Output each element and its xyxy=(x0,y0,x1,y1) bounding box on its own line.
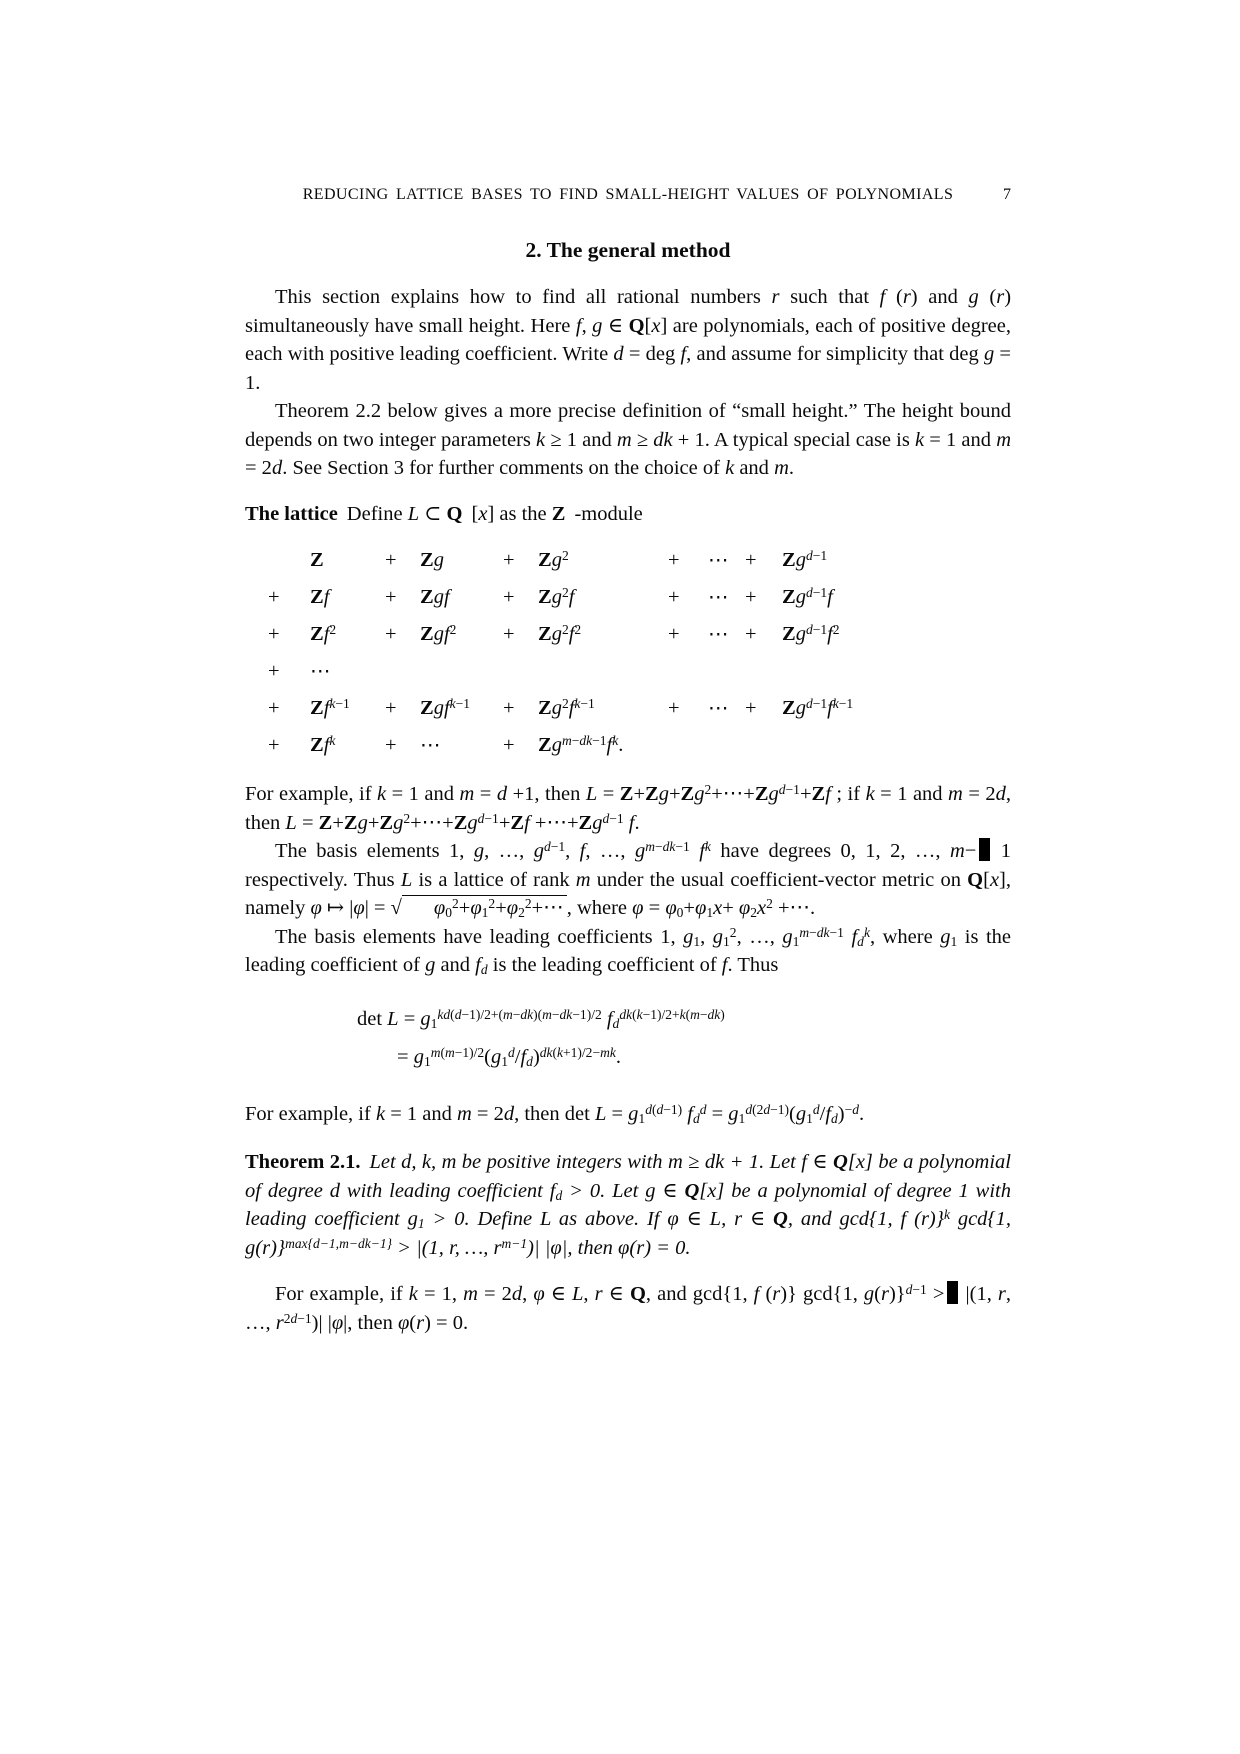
lattice-cell: + xyxy=(268,623,280,645)
overfull-rule xyxy=(979,838,990,861)
text-column xyxy=(245,186,1011,1337)
theorem-label: Theorem 2.1. xyxy=(245,1151,361,1173)
determinant-line-1: $\det L = g_1^{kd(d-1)/2+(m-dk)(m-dk-1)/2}$ $f_d^{dk(k-1)/2+k(m-dk)}$ xyxy=(357,1006,725,1031)
lattice-cell: Zgf xyxy=(420,586,450,608)
lattice-cell: ⋯ xyxy=(708,587,729,609)
lattice-cell: Z xyxy=(310,549,324,571)
lattice-cell: Zgf$^{k-1}$ xyxy=(420,696,471,719)
paragraph-basis-degrees: The basis elements 1, g, …, $g^{d-1}$, f, …, $g^{m-dk-1}$ $f^k$ have degrees 0, 1, 2, …, m− 1 respectively. Thus L is a lattice of rank m under the usual coefficient-vector metric on Q[x], namely φ ↦ |φ| = √ $\varphi_0^2+\varphi_1^2+\varphi_2^2+\cdots$ , where $\varphi = \varphi_0+\varphi_1x+ \varphi_2x^2$ +⋯. xyxy=(245,839,1012,920)
paragraph-leading-coefficients: The basis elements have leading coefficients 1, $g_1$, $g_1^2$, …, $g_1^{m-dk-1}$ $f_d^k$, where $g_1$ is the leading coefficient of g and $f_d$ is the leading coefficient of f. Thus xyxy=(245,924,1011,977)
lattice-cell: $Zg^{d-1}f^2$ xyxy=(782,622,840,645)
lattice-cell: + xyxy=(668,549,680,571)
theorem-body: Let d, k, m be positive integers with m ≥ dk + 1. Let f ∈ Q[x] be a polynomial of degree d with leading coefficient $f_d > 0$. Let g ∈ Q[x] be a polynomial of degree 1 with leading coefficient $g_1 > 0$. Define L as above. If φ ∈ L, r ∈ Q, and gcd{1, f (r)}$^k$ gcd{1, g(r)}$^{max\{d-1,m-dk-1\}}$ > |(1, r, …, $r^{m-1})|$ |φ|, then φ(r) = 0. xyxy=(245,1151,1012,1259)
section-heading: 2. The general method xyxy=(525,238,731,262)
lattice-cell: Zf$^2$ xyxy=(310,622,337,645)
lattice-cell: Zg xyxy=(420,549,444,571)
lattice-cell: $Zg^{m-dk-1}f^k$. xyxy=(538,733,624,756)
lattice-cell: + xyxy=(503,734,515,756)
paragraph-example-determinant: For example, if k = 1 and m = 2d, then $\det L = g_1^{d(d-1)}$ $f_d^d = g_1^{d(2d-1)}(g_1^d/f_d)^{-d}$. xyxy=(245,1101,865,1126)
lattice-lead-text: Define L ⊂ Q [x] as the Z -module xyxy=(346,502,643,525)
lattice-cell: + xyxy=(668,697,680,719)
lattice-cell: Zf xyxy=(310,586,330,608)
lattice-cell: ⋯ xyxy=(310,661,331,683)
page-number: 7 xyxy=(1003,186,1011,203)
lattice-grid xyxy=(268,542,1011,764)
lattice-cell: $Zg^2f^2$ xyxy=(538,622,582,645)
paragraph-intro: This section explains how to find all rational numbers r such that f (r) and g (r) simultaneously have small height. Here f, g ∈ Q[x] are polynomials, each of positive degree, each with positive leading coefficient. Write d = deg f, and assume for simplicity that deg g = 1. xyxy=(245,286,1012,394)
lattice-cell: + xyxy=(385,734,397,756)
running-header xyxy=(245,186,1011,204)
overfull-rule xyxy=(947,1281,958,1304)
paragraph-height-bound: Theorem 2.2 below gives a more precise definition of “small height.” The height bound depends on two integer parameters k ≥ 1 and m ≥ dk + 1. A typical special case is k = 1 and m = 2d. See Section 3 for further comments on the choice of k and m. xyxy=(245,400,1011,479)
determinant-display xyxy=(245,1000,1011,1076)
lattice-cell: + xyxy=(268,586,280,608)
lattice-cell: $Zf^{k-1}$ xyxy=(310,696,350,719)
lattice-cell: + xyxy=(503,623,515,645)
lattice-cell: + xyxy=(503,549,515,571)
determinant-line-2: = $g_1^{m(m-1)/2}(g_1^d/f_d)^{dk(k+1)/2-mk}$. xyxy=(397,1044,621,1069)
lattice-cell: $Zg^{d-1}f^{k-1}$ xyxy=(782,696,854,719)
lattice-cell: + xyxy=(745,586,757,608)
lattice-cell: + xyxy=(745,549,757,571)
lattice-cell: + xyxy=(668,586,680,608)
paragraph-example-theorem: For example, if k = 1, m = 2d, φ ∈ L, r ∈ Q, and gcd{1, f (r)} gcd{1, g(r)}$^{d-1}$ > |(1, r, …, $r^{2d-1})|$ |φ|, then φ(r) = 0. xyxy=(245,1282,1012,1334)
lattice-cell: $Zg^{d-1}$ xyxy=(782,548,828,571)
lattice-cell: + xyxy=(745,623,757,645)
lattice-cell: $Zg^{d-1}f$ xyxy=(782,585,833,608)
lattice-cell: Zg$^2$ xyxy=(538,548,569,571)
lattice-cell: + xyxy=(668,623,680,645)
lattice-cell: + xyxy=(745,697,757,719)
lattice-cell: + xyxy=(385,586,397,608)
lattice-cell: + xyxy=(385,623,397,645)
lattice-cell: Zf$^k$ xyxy=(310,733,336,756)
lattice-cell: ⋯ xyxy=(420,735,441,757)
paragraph-example-lattice: For example, if k = 1 and m = d +1, then $L = Z+Zg+Zg^2+\cdots+Zg^{d-1}+Zf$ ; if k = 1 and m = 2d, then $L = Z+Zg+Zg^2+\cdots+Zg^{d-1}+Zf$ $+\cdots+Zg^{d-1}$ f. xyxy=(245,782,1012,834)
sqrt-radical: √ $\varphi_0^2+\varphi_1^2+\varphi_2^2+\cdots$ xyxy=(391,897,567,919)
lattice-cell: + xyxy=(503,586,515,608)
lattice-cell: + xyxy=(385,697,397,719)
lattice-cell: + xyxy=(268,660,280,682)
running-header-title: REDUCING LATTICE BASES TO FIND SMALL-HEIGHT VALUES OF POLYNOMIALS xyxy=(302,186,954,203)
lattice-cell: + xyxy=(268,734,280,756)
lattice-cell: ⋯ xyxy=(708,698,729,720)
lattice-cell: ⋯ xyxy=(708,550,729,572)
lattice-cell: Zg$^2$f xyxy=(538,585,575,608)
lattice-cell: + xyxy=(503,697,515,719)
lattice-cell: $Zg^2f^{k-1}$ xyxy=(538,696,595,719)
paragraph-lattice-definition xyxy=(245,500,1011,529)
theorem-2-1 xyxy=(245,1148,1011,1262)
lattice-cell: Zgf$^2$ xyxy=(420,622,457,645)
lattice-lead-label: The lattice xyxy=(245,502,338,525)
lattice-cell: + xyxy=(385,549,397,571)
lattice-cell: ⋯ xyxy=(708,624,729,646)
lattice-cell: + xyxy=(268,697,280,719)
